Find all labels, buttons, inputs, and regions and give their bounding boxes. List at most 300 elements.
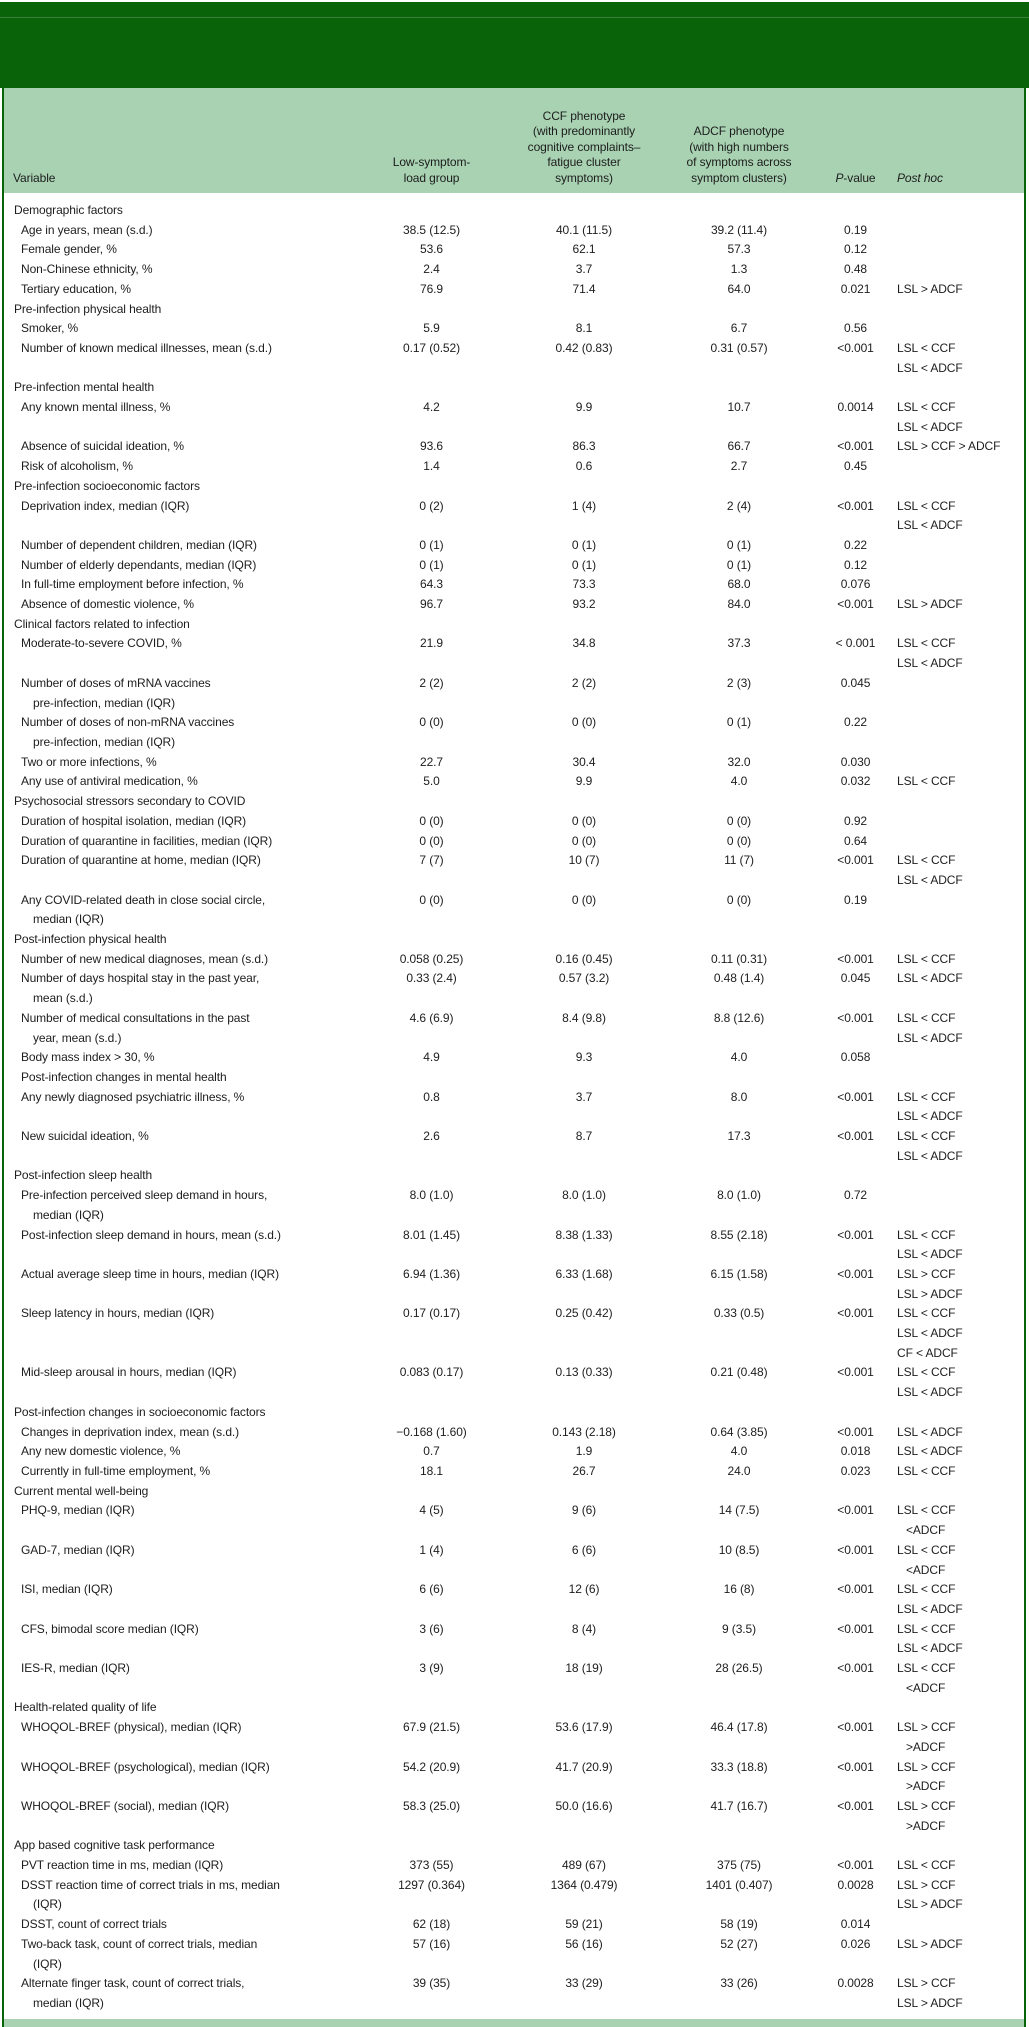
posthoc-line: LSL > CCF <box>897 1759 956 1774</box>
p-value: <0.001 <box>837 1582 874 1597</box>
adcf-value: 0.11 (0.31) <box>710 951 768 966</box>
variable-label: DSST reaction time of correct trials in ms, median <box>21 1877 280 1892</box>
posthoc-cell <box>892 1304 1024 1363</box>
posthoc-line: LSL > CCF <box>897 1720 956 1735</box>
variable-label: Absence of suicidal ideation, % <box>21 439 185 454</box>
variable-label: median (IQR) <box>33 912 104 927</box>
variable-label: Deprivation index, median (IQR) <box>21 498 190 513</box>
table-row <box>4 1541 1024 1580</box>
p-value: 0.032 <box>840 774 871 789</box>
variable-cell <box>4 221 354 241</box>
variable-label: Post-infection sleep demand in hours, mean (s.d.) <box>21 1227 281 1242</box>
posthoc-line: >ADCF <box>906 1739 946 1754</box>
ccf-value: 33 (29) <box>565 1976 603 1991</box>
ccf-value: 40.1 (11.5) <box>555 222 613 237</box>
table-row <box>4 221 1024 241</box>
table-row <box>4 891 1024 930</box>
posthoc-cell <box>892 1363 1024 1402</box>
variable-label: Number of medical consultations in the past <box>21 1010 250 1025</box>
table-row <box>4 1088 1024 1127</box>
variable-label: Moderate-to-severe COVID, % <box>21 636 182 651</box>
lsl-value: 3 (9) <box>419 1661 444 1676</box>
variable-label: Changes in deprivation index, mean (s.d.) <box>21 1424 240 1439</box>
variable-label: median (IQR) <box>33 1207 104 1222</box>
table-row <box>4 1265 1024 1304</box>
lsl-value: 0.8 <box>423 1089 440 1104</box>
ccf-value: 8.38 (1.33) <box>555 1227 613 1242</box>
variable-label: Risk of alcoholism, % <box>21 459 133 474</box>
variable-label: Number of doses of non-mRNA vaccines <box>21 715 235 730</box>
ccf-value: 93.2 <box>572 597 596 612</box>
header-line: (with high numbers <box>689 139 789 154</box>
variable-cell <box>4 1541 354 1561</box>
variable-label: App based cognitive task performance <box>14 1838 215 1853</box>
table-row <box>4 497 1024 536</box>
table-row <box>4 457 1024 477</box>
p-value: <0.001 <box>837 498 874 513</box>
posthoc-line: LSL < ADCF <box>897 1385 963 1400</box>
ccf-value: 1 (4) <box>571 498 597 513</box>
ccf-value: 0.6 <box>575 459 593 474</box>
variable-cell <box>4 1442 354 1462</box>
posthoc-cell <box>892 280 1024 300</box>
variable-cell <box>4 1915 354 1935</box>
variable-label: year, mean (s.d.) <box>33 1030 122 1045</box>
variable-cell <box>4 1856 354 1876</box>
posthoc-line: LSL < CCF <box>897 1365 956 1380</box>
adcf-value: 64.0 <box>727 281 751 296</box>
posthoc-line: LSL < CCF <box>897 1010 956 1025</box>
variable-label: Post-infection changes in mental health <box>21 1069 227 1084</box>
adcf-value: 0.33 (0.5) <box>713 1306 765 1321</box>
variable-cell <box>4 792 1024 812</box>
table-row <box>4 1226 1024 1265</box>
ccf-value: 3.7 <box>575 1089 593 1104</box>
table-row <box>4 812 1024 832</box>
adcf-value: 0 (1) <box>726 557 752 572</box>
variable-label: pre-infection, median (IQR) <box>33 695 176 710</box>
lsl-value: 93.6 <box>420 439 443 454</box>
table-row <box>4 1423 1024 1443</box>
posthoc-line: LSL < CCF <box>897 1129 956 1144</box>
ccf-value: 6.33 (1.68) <box>555 1266 613 1281</box>
p-value: <0.001 <box>837 1542 874 1557</box>
adcf-value: 2 (4) <box>726 498 752 513</box>
adcf-value: 0 (0) <box>726 833 752 848</box>
lsl-value: 0.17 (0.17) <box>403 1306 460 1321</box>
variable-cell <box>4 832 354 852</box>
p-value: 0.22 <box>844 537 867 552</box>
section-header-row <box>4 300 1024 320</box>
lsl-value: 6 (6) <box>419 1582 444 1597</box>
posthoc-line: <ADCF <box>906 1523 946 1538</box>
variable-label: GAD-7, median (IQR) <box>21 1542 135 1557</box>
variable-label: mean (s.d.) <box>33 991 93 1006</box>
posthoc-cell <box>892 595 1024 615</box>
column-header-adcf <box>659 124 819 186</box>
p-value: 0.92 <box>844 813 867 828</box>
variable-label: Current mental well-being <box>14 1483 149 1498</box>
variable-label: Sleep latency in hours, median (IQR) <box>21 1306 215 1321</box>
posthoc-cell <box>892 1009 1024 1048</box>
table-row <box>4 674 1024 713</box>
posthoc-line: <ADCF <box>906 1562 946 1577</box>
variable-cell <box>4 1758 354 1778</box>
lsl-value: 4 (5) <box>419 1503 444 1518</box>
adcf-value: 33.3 (18.8) <box>710 1759 768 1774</box>
section-header-row <box>4 201 1024 221</box>
variable-cell <box>4 674 354 713</box>
posthoc-line: LSL > CCF <box>897 1798 956 1813</box>
variable-label: Two-back task, count of correct trials, median <box>21 1936 258 1951</box>
ccf-value: 10 (7) <box>568 853 600 868</box>
ccf-value: 18 (19) <box>565 1661 603 1676</box>
lsl-value: 0 (0) <box>419 833 444 848</box>
ccf-value: 9.3 <box>575 1050 593 1065</box>
variable-cell <box>4 930 1024 950</box>
ccf-value: 489 (67) <box>562 1858 606 1873</box>
p-value: <0.001 <box>837 439 874 454</box>
posthoc-line: LSL < ADCF <box>897 360 963 375</box>
adcf-value: 68.0 <box>727 577 751 592</box>
posthoc-line: LSL < CCF <box>897 1227 956 1242</box>
adcf-value: 0 (0) <box>726 892 752 907</box>
table-row <box>4 1935 1024 1974</box>
header-line: of symptoms across <box>686 155 792 169</box>
posthoc-cell <box>892 1088 1024 1127</box>
variable-label: Number of elderly dependants, median (IQR) <box>21 557 257 572</box>
p-value: 0.48 <box>844 262 867 277</box>
ccf-value: 0.143 (2.18) <box>552 1424 616 1439</box>
lsl-value: 39 (35) <box>412 1976 451 1991</box>
p-value: <0.001 <box>837 1365 874 1380</box>
p-value: 0.56 <box>844 321 867 336</box>
variable-label: DSST, count of correct trials <box>21 1917 167 1932</box>
variable-label: ISI, median (IQR) <box>21 1582 113 1597</box>
table-row <box>4 950 1024 970</box>
ccf-value: 26.7 <box>572 1464 596 1478</box>
variable-label: (IQR) <box>33 1897 62 1912</box>
p-value: <0.001 <box>837 1424 874 1439</box>
table-row <box>4 753 1024 773</box>
variable-cell <box>4 556 354 576</box>
posthoc-cell <box>892 1856 1024 1876</box>
lsl-value: 1 (4) <box>419 1542 444 1557</box>
variable-label: Smoker, % <box>21 321 79 336</box>
adcf-value: 9 (3.5) <box>722 1621 756 1636</box>
table-row <box>4 1009 1024 1048</box>
adcf-value: 2 (3) <box>726 675 752 690</box>
adcf-value: 39.2 (11.4) <box>710 222 768 237</box>
ccf-value: 3.7 <box>575 262 593 277</box>
posthoc-line: LSL < ADCF <box>897 419 963 434</box>
header-line: symptom clusters) <box>691 170 787 185</box>
table-row <box>4 832 1024 852</box>
posthoc-cell <box>892 1580 1024 1619</box>
variable-label: New suicidal ideation, % <box>21 1129 149 1144</box>
posthoc-line: LSL > ADCF <box>897 1286 963 1301</box>
variable-cell <box>4 1304 354 1324</box>
table-row <box>4 398 1024 437</box>
table-row <box>4 1974 1024 2013</box>
header-line: ADCF phenotype <box>693 124 785 138</box>
column-header-post-hoc: Post hoc <box>897 170 943 185</box>
posthoc-line: LSL > CCF <box>897 1266 956 1281</box>
section-header-row <box>4 1698 1024 1718</box>
adcf-value: 8.0 (1.0) <box>717 1188 761 1203</box>
posthoc-line: LSL < ADCF <box>897 971 963 986</box>
header-line: cognitive complaints– <box>527 139 641 154</box>
variable-cell <box>4 891 354 930</box>
table-row <box>4 556 1024 576</box>
table-row <box>4 339 1024 378</box>
posthoc-line: <ADCF <box>906 1680 946 1695</box>
variable-label: CFS, bimodal score median (IQR) <box>21 1621 199 1636</box>
posthoc-cell <box>892 1620 1024 1659</box>
adcf-value: 14 (7.5) <box>718 1503 760 1518</box>
variable-cell <box>4 1048 354 1068</box>
adcf-value: 0 (1) <box>726 715 752 730</box>
posthoc-cell <box>892 398 1024 437</box>
posthoc-cell <box>892 1462 1024 1482</box>
section-header-row <box>4 1068 1024 1088</box>
posthoc-line: CF < ADCF <box>897 1345 958 1360</box>
table-row <box>4 772 1024 792</box>
adcf-value: 33 (26) <box>720 1976 758 1991</box>
p-value: <0.001 <box>837 1798 874 1813</box>
posthoc-cell <box>892 950 1024 970</box>
variable-cell <box>4 201 1024 221</box>
ccf-value: 12 (6) <box>568 1582 600 1597</box>
posthoc-line: >ADCF <box>906 1779 946 1794</box>
p-value: 0.021 <box>840 281 871 296</box>
lsl-value: 58.3 (25.0) <box>403 1798 460 1813</box>
posthoc-line: LSL < ADCF <box>897 1601 963 1616</box>
variable-cell <box>4 536 354 556</box>
variable-label: Tertiary education, % <box>21 281 131 296</box>
variable-cell <box>4 1836 1024 1856</box>
lsl-value: 67.9 (21.5) <box>403 1720 460 1735</box>
p-value: <0.001 <box>837 1759 874 1774</box>
section-header-row <box>4 1482 1024 1502</box>
section-header-row <box>4 477 1024 497</box>
posthoc-cell <box>892 1876 1024 1915</box>
posthoc-line: LSL < CCF <box>897 400 956 415</box>
table-row <box>4 969 1024 1008</box>
lsl-value: 2.6 <box>423 1129 440 1144</box>
table-row <box>4 1620 1024 1659</box>
posthoc-line: LSL < ADCF <box>897 1030 963 1045</box>
variable-cell <box>4 1068 1024 1088</box>
posthoc-cell <box>892 1442 1024 1462</box>
adcf-value: 66.7 <box>727 439 751 454</box>
ccf-value: 0 (1) <box>571 557 597 572</box>
variable-label: Pre-infection socioeconomic factors <box>14 478 200 493</box>
adcf-value: 84.0 <box>727 597 751 612</box>
posthoc-cell <box>892 1935 1024 1955</box>
variable-label: Actual average sleep time in hours, median (IQR) <box>21 1266 279 1281</box>
table-bottom-strip <box>4 2019 1024 2027</box>
adcf-value: 32.0 <box>727 754 751 769</box>
posthoc-line: LSL > ADCF <box>897 597 963 612</box>
adcf-value: 10.7 <box>727 400 751 415</box>
posthoc-cell <box>892 1226 1024 1265</box>
header-line: CCF phenotype <box>542 108 626 123</box>
posthoc-line: LSL < CCF <box>897 636 956 651</box>
variable-cell <box>4 1620 354 1640</box>
variable-label: PVT reaction time in ms, median (IQR) <box>21 1858 224 1873</box>
posthoc-line: LSL < ADCF <box>897 1247 963 1262</box>
posthoc-cell <box>892 1718 1024 1757</box>
variable-cell <box>4 1363 354 1383</box>
posthoc-line: LSL > ADCF <box>897 1897 963 1912</box>
table-row <box>4 1304 1024 1363</box>
lsl-value: 8.0 (1.0) <box>409 1188 454 1203</box>
variable-label: Alternate finger task, count of correct trials, <box>21 1976 245 1991</box>
adcf-value: 6.7 <box>730 321 748 336</box>
lsl-value: 0 (0) <box>419 715 444 730</box>
ccf-value: 0.13 (0.33) <box>555 1365 613 1380</box>
posthoc-line: LSL > ADCF <box>897 1995 963 2010</box>
ccf-value: 0 (1) <box>571 537 597 552</box>
table-row <box>4 1186 1024 1225</box>
posthoc-line: LSL < CCF <box>897 1464 956 1478</box>
adcf-value: 11 (7) <box>724 853 754 868</box>
variable-label: Female gender, % <box>21 242 117 257</box>
table-row <box>4 437 1024 457</box>
adcf-value: 1.3 <box>730 262 748 277</box>
lsl-value: 4.6 (6.9) <box>409 1010 454 1025</box>
variable-label: Post-infection changes in socioeconomic factors <box>14 1404 266 1419</box>
adcf-value: 375 (75) <box>717 1858 761 1873</box>
variable-cell <box>4 497 354 517</box>
posthoc-cell <box>892 1265 1024 1304</box>
p-value: <0.001 <box>837 1661 874 1676</box>
p-value: 0.014 <box>840 1917 871 1932</box>
ccf-value: 86.3 <box>572 439 596 454</box>
lsl-value: 2.4 <box>423 262 440 277</box>
posthoc-line: LSL < ADCF <box>897 1326 963 1341</box>
p-value: 0.076 <box>840 577 871 592</box>
variable-cell <box>4 1659 354 1679</box>
variable-label: median (IQR) <box>33 1995 104 2010</box>
table-row <box>4 280 1024 300</box>
lsl-value: 22.7 <box>420 754 443 769</box>
variable-cell <box>4 1166 1024 1186</box>
variable-label: Non-Chinese ethnicity, % <box>21 262 153 277</box>
variable-cell <box>4 1698 1024 1718</box>
table-row <box>4 713 1024 752</box>
table-row <box>4 1876 1024 1915</box>
lsl-value: 4.2 <box>423 400 440 415</box>
ccf-value: 1.9 <box>575 1444 593 1459</box>
lsl-value: 5.0 <box>423 774 440 789</box>
section-header-row <box>4 930 1024 950</box>
lsl-value: 4.9 <box>423 1050 440 1065</box>
variable-label: Post-infection physical health <box>14 932 167 947</box>
variable-cell <box>4 713 354 752</box>
variable-label: Demographic factors <box>14 203 123 217</box>
posthoc-cell <box>892 1797 1024 1836</box>
table-row <box>4 595 1024 615</box>
lsl-value: 0.17 (0.52) <box>403 340 460 355</box>
adcf-value: 24.0 <box>727 1464 751 1478</box>
variable-label: Pre-infection mental health <box>14 380 155 395</box>
adcf-value: 6.15 (1.58) <box>710 1266 768 1281</box>
posthoc-line: LSL < CCF <box>897 774 956 789</box>
variable-cell <box>4 1580 354 1600</box>
variable-label: WHOQOL-BREF (physical), median (IQR) <box>21 1720 242 1735</box>
posthoc-line: LSL > CCF > ADCF <box>897 439 1001 454</box>
variable-cell <box>4 1718 354 1738</box>
p-value: 0.72 <box>844 1188 867 1203</box>
lsl-value: 96.7 <box>420 597 443 612</box>
p-value: 0.12 <box>844 242 867 257</box>
variable-cell <box>4 300 1024 320</box>
adcf-value: 57.3 <box>727 242 751 257</box>
p-value: 0.19 <box>844 892 867 907</box>
variable-cell <box>4 1265 354 1285</box>
table-row <box>4 1442 1024 1462</box>
ccf-value: 0 (0) <box>571 833 597 848</box>
posthoc-line: LSL > CCF <box>897 1976 956 1991</box>
variable-cell <box>4 280 354 300</box>
posthoc-line: LSL < CCF <box>897 1661 956 1676</box>
lsl-value: 62 (18) <box>412 1917 451 1932</box>
ccf-value: 0 (0) <box>571 715 597 730</box>
variable-cell <box>4 1462 354 1482</box>
adcf-value: 0.31 (0.57) <box>710 340 768 355</box>
posthoc-line: LSL > ADCF <box>897 281 963 296</box>
table-row <box>4 1048 1024 1068</box>
variable-cell <box>4 1974 354 2013</box>
ccf-value: 0.57 (3.2) <box>558 971 610 986</box>
table-row <box>4 1797 1024 1836</box>
variable-label: IES-R, median (IQR) <box>21 1661 130 1676</box>
adcf-value: 46.4 (17.8) <box>710 1720 768 1735</box>
variable-cell <box>4 950 354 970</box>
adcf-value: 0 (1) <box>726 537 752 552</box>
variable-cell <box>4 1797 354 1817</box>
variable-cell <box>4 437 354 457</box>
variable-cell <box>4 812 354 832</box>
p-value: 0.19 <box>844 222 867 237</box>
column-header-ccf <box>509 109 659 187</box>
lsl-value: −0.168 (1.60) <box>396 1424 467 1439</box>
ccf-value: 8.1 <box>575 321 593 336</box>
ccf-value: 73.3 <box>572 577 596 592</box>
table-row <box>4 1462 1024 1482</box>
p-value: <0.001 <box>837 951 874 966</box>
posthoc-cell <box>892 497 1024 536</box>
p-value: <0.001 <box>837 1227 874 1242</box>
variable-label: Health-related quality of life <box>14 1700 157 1715</box>
adcf-value: 2.7 <box>730 459 748 474</box>
variable-cell <box>4 339 354 359</box>
table-row <box>4 1915 1024 1935</box>
posthoc-line: LSL > ADCF <box>897 1936 963 1951</box>
variable-cell <box>4 575 354 595</box>
variable-cell <box>4 1009 354 1048</box>
variable-label: Any new domestic violence, % <box>21 1444 181 1459</box>
variable-cell <box>4 1226 354 1246</box>
posthoc-line: LSL < ADCF <box>897 872 963 887</box>
table-row <box>4 634 1024 673</box>
posthoc-line: LSL < ADCF <box>897 1148 963 1163</box>
variable-label: WHOQOL-BREF (social), median (IQR) <box>21 1798 229 1813</box>
adcf-value: 10 (8.5) <box>718 1542 760 1557</box>
posthoc-line: LSL < CCF <box>897 1858 956 1873</box>
